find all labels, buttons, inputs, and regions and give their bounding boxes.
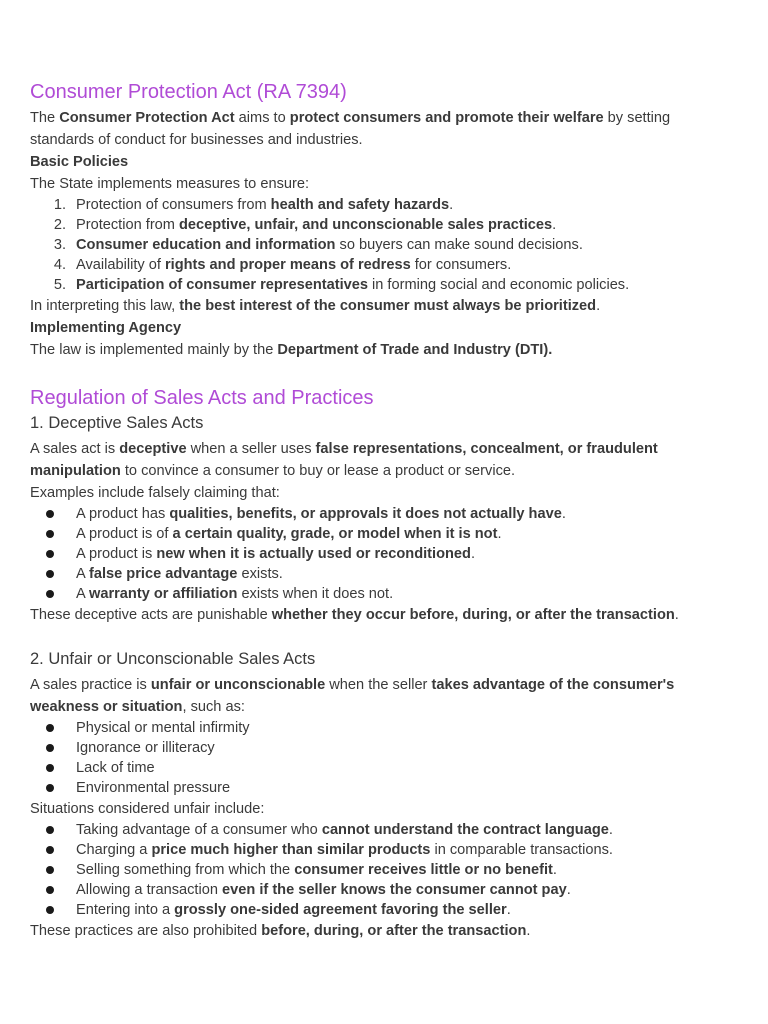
list-number: 1. [53,197,66,213]
list-number: 3. [53,237,66,253]
bold-text: protect consumers and promote their welfare [289,110,604,126]
bold-text: rights and proper means of redress [164,257,411,273]
bold-text: deceptive [119,441,187,457]
text-run: A [76,586,89,602]
agency-paragraph [30,339,738,361]
bullet-icon [46,510,54,518]
text-run: to convince a consumer to buy or lease a product or service. [120,463,516,479]
text-run: Allowing a transaction [76,882,223,898]
bold-text: unfair or unconscionable [150,677,326,693]
text-run: Protection of consumers from [76,197,271,213]
list-item [30,275,738,295]
list-number: 5. [53,277,66,293]
bold-text: new when it is actually used or reconditioned [156,546,471,562]
deceptive-heading: 1. Deceptive Sales Acts [30,414,204,432]
bold-text: a certain quality, grade, or model when it is not [172,526,498,542]
bullet-icon [46,846,54,854]
text-run: aims to [234,110,290,126]
bullet-icon [46,764,54,772]
text-run: . [674,607,679,623]
list-item [30,235,738,255]
text-run: Entering into a [76,902,175,918]
bullet-icon [46,866,54,874]
list-number: 4. [53,257,66,273]
list-item [30,758,738,778]
list-item [30,820,738,840]
list-item [30,195,738,215]
unfair-intro [30,674,738,718]
text-run: . [596,298,601,314]
bold-text: even if the seller knows the consumer cannot pay [222,882,567,898]
text-run: Taking advantage of a consumer who [76,822,322,838]
text-run: . [566,882,571,898]
list-item [30,584,738,604]
situations-list [30,820,738,920]
bold-text: Consumer Protection Act [59,110,235,126]
text-run: . [497,526,502,542]
text-run: . [561,506,566,522]
examples-label: Examples include falsely claiming that: [30,485,280,501]
text-run: so buyers can make sound decisions. [335,237,583,253]
bullet-icon [46,886,54,894]
text-run: Ignorance or illiteracy [76,740,215,756]
text-run: Protection from [76,217,180,233]
text-run: Charging a [76,842,152,858]
text-run: In interpreting this law, [30,298,180,314]
text-run: when the seller [325,677,432,693]
text-run: The [30,110,60,126]
bold-text: Department of Trade and Industry (DTI). [277,342,553,358]
text-run: A product is of [76,526,173,542]
list-item [30,524,738,544]
text-run: Selling something from which the [76,862,295,878]
text-run: . [470,546,476,562]
text-run: exists. [237,566,283,582]
text-run: These deceptive acts are punishable [30,607,272,623]
text-run: when a seller uses [186,441,316,457]
bold-text: Consumer education and information [76,237,336,253]
bullet-icon [46,550,54,558]
deceptive-intro [30,438,738,482]
text-run: . [526,923,531,939]
deceptive-examples-list [30,504,738,604]
text-run: A sales act is [30,441,120,457]
text-run: A product has [76,506,170,522]
list-item [30,255,738,275]
bold-text: false representations, concealment, or fraudulent manipulation [30,441,658,479]
section-title-regulation: Regulation of Sales Acts and Practices [30,387,374,409]
text-run: Environmental pressure [76,780,231,796]
policies-list [30,195,738,295]
text-run: exists when it does not. [237,586,394,602]
deceptive-closing [30,604,738,626]
list-item [30,860,738,880]
bold-text: warranty or affiliation [88,586,238,602]
list-item [30,840,738,860]
bullet-icon [46,744,54,752]
bold-text: whether they occur before, during, or after the transaction [271,607,675,623]
bold-text: health and safety hazards [270,197,450,213]
list-item [30,880,738,900]
bullet-icon [46,570,54,578]
list-item [30,504,738,524]
text-run: . [449,197,454,213]
text-run: A sales practice is [30,677,151,693]
bold-text: deceptive, unfair, and unconscionable sales practices [179,217,553,233]
bold-text: false price advantage [88,566,238,582]
bullet-icon [46,784,54,792]
list-item [30,564,738,584]
bold-text: grossly one-sided agreement favoring the seller [174,902,507,918]
bullet-icon [46,724,54,732]
text-run: in comparable transactions. [430,842,613,858]
section-title-consumer-protection: Consumer Protection Act (RA 7394) [30,81,347,103]
text-run: These practices are also prohibited [30,923,262,939]
list-number: 2. [53,217,66,233]
bullet-icon [46,530,54,538]
basic-policies-label: Basic Policies [30,154,129,170]
bold-text: the best interest of the consumer must always be prioritized [179,298,597,314]
list-item [30,738,738,758]
intro-paragraph [30,107,738,151]
weaknesses-list [30,718,738,798]
text-run: by setting standards of conduct for businesses and industries. [30,110,671,148]
bullet-icon [46,826,54,834]
text-run: A [76,566,89,582]
bullet-icon [46,906,54,914]
bold-text: before, during, or after the transaction [261,923,527,939]
bold-text: qualities, benefits, or approvals it does not actually have [169,506,562,522]
bold-text: takes advantage of the consumer's weakness or situation [30,677,675,715]
bold-text: consumer receives little or no benefit [294,862,553,878]
text-run: Physical or mental infirmity [76,720,250,736]
text-run: . [552,217,557,233]
text-run: , such as: [182,699,245,715]
list-item [30,778,738,798]
interpreting-paragraph [30,295,738,317]
unfair-closing [30,920,738,942]
state-implements-text: The State implements measures to ensure: [30,176,310,192]
text-run: . [552,862,557,878]
bold-text: price much higher than similar products [151,842,431,858]
list-item [30,215,738,235]
text-run: . [608,822,613,838]
text-run: The law is implemented mainly by the [30,342,278,358]
text-run: . [506,902,511,918]
bullet-icon [46,590,54,598]
list-item [30,544,738,564]
text-run: for consumers. [410,257,512,273]
bold-text: Participation of consumer representatives [76,277,368,293]
text-run: Availability of [76,257,165,273]
list-item [30,718,738,738]
unfair-heading: 2. Unfair or Unconscionable Sales Acts [30,650,316,668]
bold-text: cannot understand the contract language [321,822,609,838]
situations-label: Situations considered unfair include: [30,801,265,817]
text-run: in forming social and economic policies. [367,277,630,293]
text-run: A product is [76,546,157,562]
implementing-agency-label: Implementing Agency [30,320,182,336]
list-item [30,900,738,920]
text-run: Lack of time [76,760,155,776]
